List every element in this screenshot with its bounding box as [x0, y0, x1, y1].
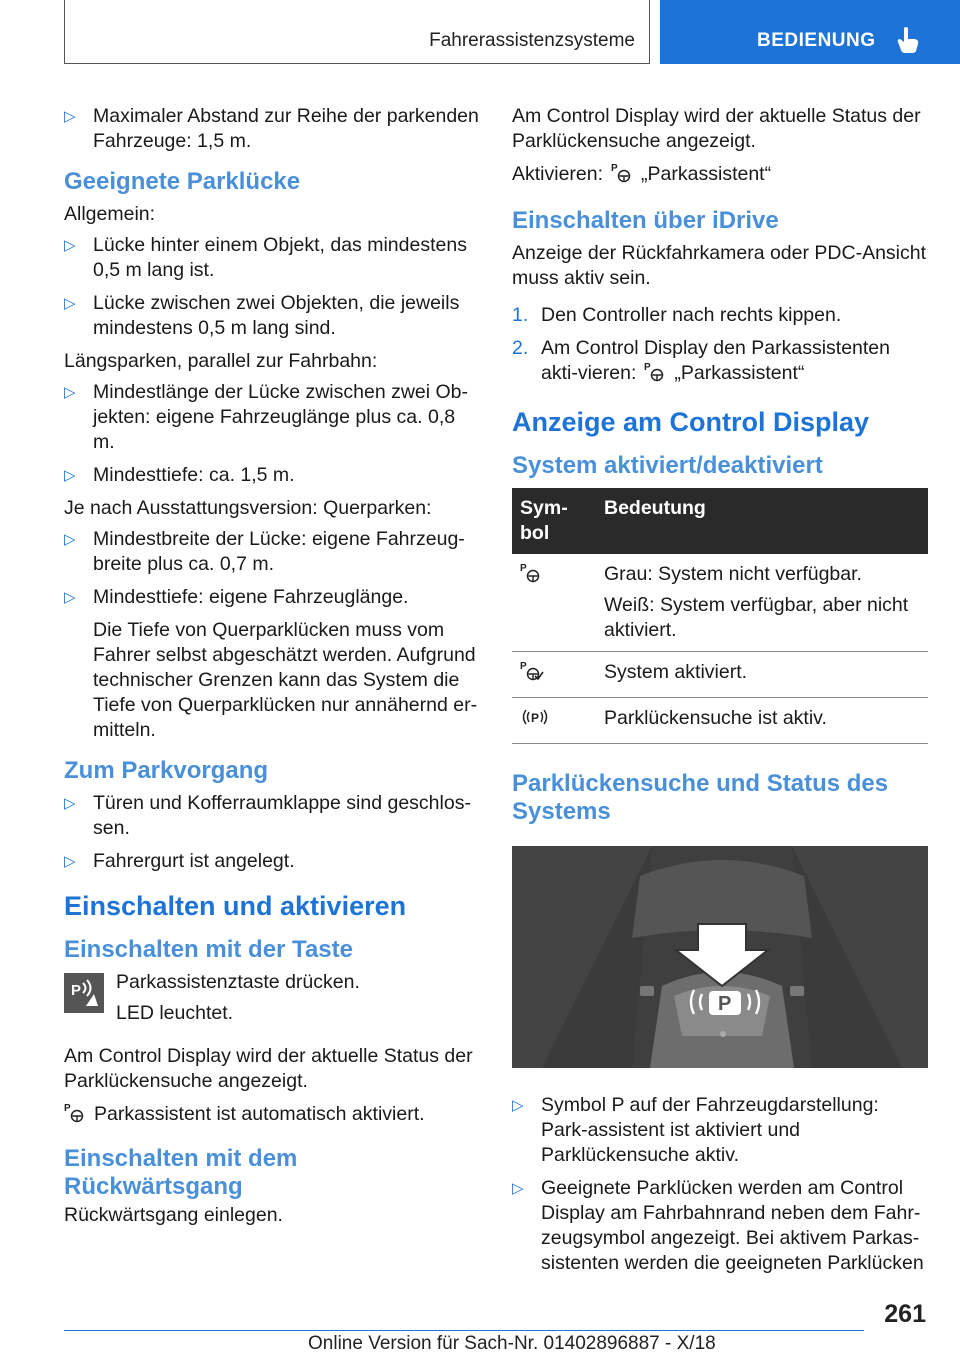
- list-item: ▷ Symbol P auf der Fahrzeugdarstellung: Park‐assistent ist aktiviert und Parklückensuche aktiv.: [512, 1094, 879, 1166]
- paragraph: Am Control Display wird der aktuelle Status der Parklückensuche angezeigt.: [64, 1045, 473, 1092]
- list-item: ▷ Lücke zwischen zwei Objekten, die jeweils mindestens 0,5 m lang sind.: [64, 292, 460, 339]
- triangle-bullet-icon: ▷: [512, 1097, 524, 1114]
- triangle-bullet-icon: ▷: [64, 589, 76, 606]
- list-item: ▷ Maximaler Abstand zur Reihe der parkenden Fahrzeuge: 1,5 m.: [64, 105, 479, 152]
- triangle-bullet-icon: ▷: [64, 795, 76, 812]
- triangle-bullet-icon: ▷: [64, 853, 76, 870]
- triangle-bullet-icon: ▷: [64, 384, 76, 401]
- hand-pointer-icon: [896, 26, 922, 54]
- table-row: P Parklückensuche ist aktiv.: [512, 698, 928, 744]
- paragraph: Parkassistent ist automatisch aktiviert.: [64, 1102, 480, 1127]
- right-column: [512, 104, 928, 1284]
- triangle-bullet-icon: ▷: [64, 108, 76, 125]
- footer-text: Online Version für Sach-Nr. 01402896887 - X/18: [308, 1333, 716, 1354]
- symbol-table: [512, 488, 928, 744]
- paragraph: Je nach Ausstattungsversion: Querparken:: [64, 497, 432, 519]
- paragraph: Die Tiefe von Querparklücken muss vom Fahrer selbst abgeschätzt werden. Aufgrund technischer Grenzen kann das System die Tiefe von Querparklücken nur annähernd er‐mitteln.: [93, 619, 478, 741]
- heading-einschalten-aktivieren: Einschalten und aktivieren: [64, 891, 407, 921]
- header-title: Fahrerassistenzsysteme: [429, 30, 635, 51]
- paragraph: Rückwärtsgang einlegen.: [64, 1204, 283, 1226]
- section-tab: [660, 0, 960, 64]
- parking-search-icon: [520, 706, 550, 728]
- control-display-illustration: [512, 846, 928, 1068]
- left-column: [64, 104, 480, 1234]
- heading-zum-parkvorgang: Zum Parkvorgang: [64, 757, 269, 784]
- parking-assistant-active-icon: [520, 660, 544, 682]
- table-header-meaning: Bedeutung: [596, 488, 928, 554]
- heading-parkluecken-status: Parklückensuche und Status des Systems: [512, 770, 889, 825]
- triangle-bullet-icon: ▷: [512, 1180, 524, 1197]
- list-item: ▷ Mindestbreite der Lücke: eigene Fahrzeug‐breite plus ca. 0,7 m.: [64, 528, 465, 575]
- paragraph: Am Control Display wird der aktuelle Status der Parklückensuche angezeigt.: [512, 105, 921, 152]
- paragraph: LED leuchtet.: [116, 1002, 234, 1024]
- button-instruction: [64, 970, 480, 1032]
- list-item: ▷ Geeignete Parklücken werden am Control Display am Fahrbahnrand neben dem Fahr‐zeugsymbol angezeigt. Bei aktivem Parkas‐sistenten werden die geeigneten Parklücken: [512, 1177, 924, 1274]
- header-bar: [64, 0, 650, 64]
- heading-system-aktiviert: System aktiviert/deaktiviert: [512, 452, 823, 479]
- list-item: 1. Den Controller nach rechts kippen.: [512, 304, 842, 326]
- parking-button-icon: [64, 973, 104, 1013]
- list-item: ▷ Fahrergurt ist angelegt.: [64, 850, 295, 872]
- list-item: ▷ Türen und Kofferraumklappe sind geschlos‐sen.: [64, 792, 471, 839]
- footer-divider: [64, 1330, 864, 1331]
- heading-geeignete-parkluecke: Geeignete Parklücke: [64, 168, 301, 195]
- svg-text:P: P: [71, 982, 82, 999]
- parking-assistant-icon: [611, 162, 633, 184]
- svg-text:P: P: [531, 711, 540, 725]
- heading-anzeige-control-display: Anzeige am Control Display: [512, 407, 870, 437]
- table-row: System aktiviert.: [512, 652, 928, 698]
- list-item: ▷ Mindestlänge der Lücke zwischen zwei Ob‐jekten: eigene Fahrzeuglänge plus ca. 0,8 m.: [64, 381, 469, 453]
- parking-assistant-icon: [644, 361, 666, 383]
- table-row: Grau: System nicht verfügbar. Weiß: System verfügbar, aber nicht aktiviert.: [512, 554, 928, 652]
- list-item: 2. Am Control Display den Parkassistenten akti‐vieren: „Parkassistent“: [512, 337, 890, 384]
- list-item: ▷ Mindesttiefe: eigene Fahrzeuglänge.: [64, 586, 409, 608]
- paragraph: Aktivieren: „Parkassistent“: [512, 163, 772, 185]
- list-item: ▷ Mindesttiefe: ca. 1,5 m.: [64, 464, 295, 486]
- triangle-bullet-icon: ▷: [64, 531, 76, 548]
- paragraph: Längsparken, parallel zur Fahrbahn:: [64, 350, 378, 372]
- triangle-bullet-icon: ▷: [64, 295, 76, 312]
- triangle-bullet-icon: ▷: [64, 467, 76, 484]
- paragraph: Parkassistenztaste drücken.: [116, 971, 360, 993]
- table-header-symbol: Sym‐bol: [512, 488, 596, 554]
- paragraph: Allgemein:: [64, 203, 156, 225]
- paragraph: Anzeige der Rückfahrkamera oder PDC-Ansicht muss aktiv sein.: [512, 242, 927, 289]
- heading-einschalten-rueckwaertsgang: Einschalten mit dem Rückwärtsgang: [64, 1145, 298, 1200]
- svg-text:P: P: [718, 993, 732, 1015]
- parking-assistant-icon: [520, 562, 542, 584]
- section-title: BEDIENUNG: [757, 30, 876, 51]
- page-number: 261: [884, 1300, 926, 1328]
- heading-einschalten-taste: Einschalten mit der Taste: [64, 936, 353, 963]
- heading-einschalten-idrive: Einschalten über iDrive: [512, 207, 779, 234]
- triangle-bullet-icon: ▷: [64, 237, 76, 254]
- parking-assistant-icon: [64, 1102, 86, 1124]
- list-item: ▷ Lücke hinter einem Objekt, das mindestens 0,5 m lang ist.: [64, 234, 467, 281]
